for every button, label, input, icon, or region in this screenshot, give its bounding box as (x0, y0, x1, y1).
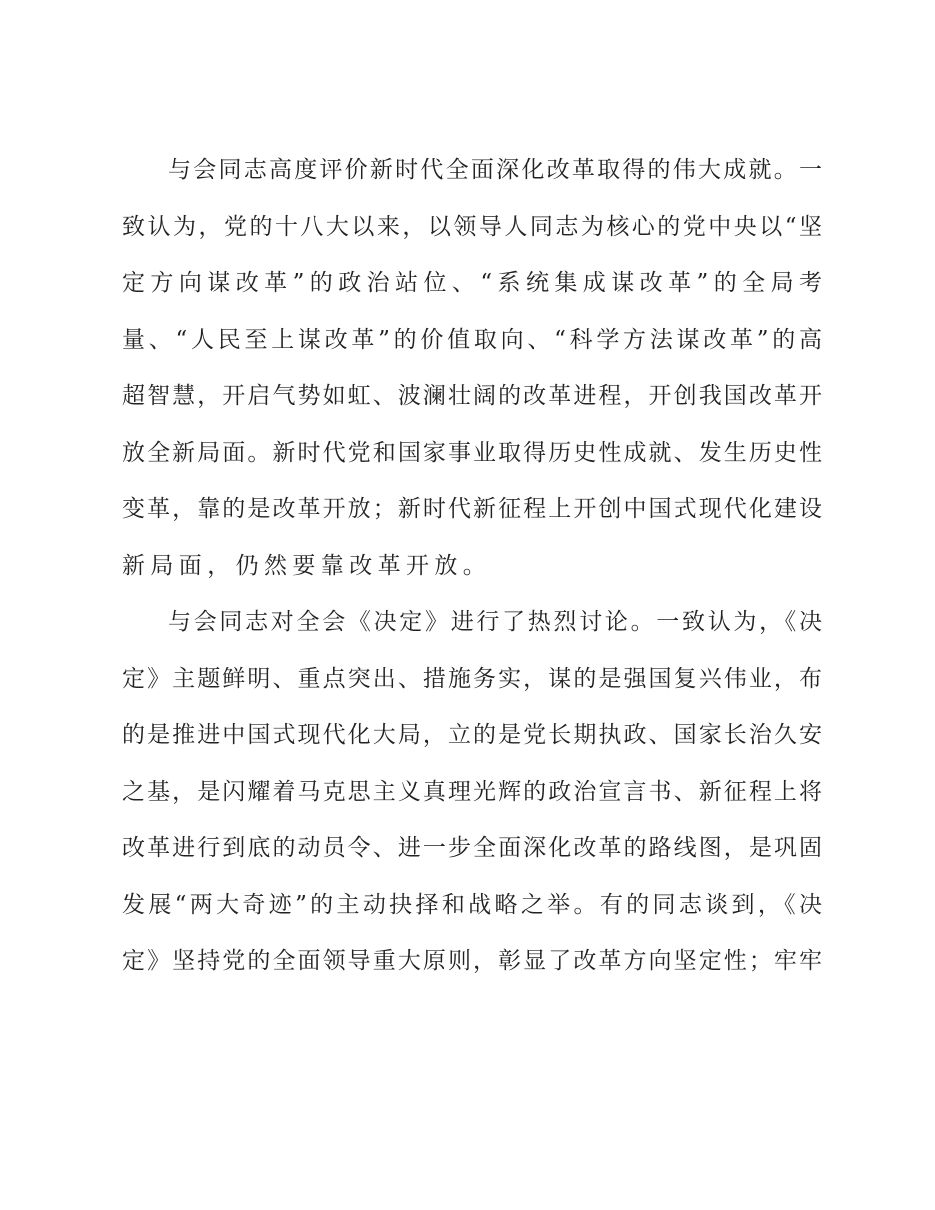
paragraph-line: 超智慧，开启气势如虹、波澜壮阔的改革进程，开创我国改革开 (122, 383, 822, 409)
paragraph-line: 与会同志高度评价新时代全面深化改革取得的伟大成就。一 (168, 157, 822, 183)
paragraph-line: 新局面，仍然要靠改革开放。 (122, 552, 492, 579)
paragraph-line: 放全新局面。新时代党和国家事业取得历史性成就、发生历史性 (122, 439, 822, 466)
paragraph-line: 定》坚持党的全面领导重大原则，彰显了改革方向坚定性；牢牢 (122, 948, 822, 974)
paragraph-line: 的是推进中国式现代化大局，立的是党长期执政、国家长治久安 (122, 722, 822, 748)
paragraph-2 (122, 602, 822, 998)
paragraph-line: 之基，是闪耀着马克思主义真理光辉的政治宣言书、新征程上将 (122, 778, 822, 805)
paragraph-line: 定》主题鲜明、重点突出、措施务实，谋的是强国复兴伟业，布 (122, 665, 822, 692)
paragraph-line: 量、“人民至上谋改革”的价值取向、“科学方法谋改革”的高 (122, 326, 822, 353)
paragraph-line: 致认为，党的十八大以来，以领导人同志为核心的党中央以“坚 (122, 213, 822, 240)
paragraph-line: 定方向谋改革”的政治站位、“系统集成谋改革”的全局考 (122, 270, 822, 296)
paragraph-line: 发展“两大奇迹”的主动抉择和战略之举。有的同志谈到，《决 (122, 891, 822, 918)
paragraph-line: 与会同志对全会《决定》进行了热烈讨论。一致认为，《决 (168, 609, 822, 635)
paragraph-line: 变革，靠的是改革开放；新时代新征程上开创中国式现代化建设 (122, 496, 822, 522)
paragraph-line: 改革进行到底的动员令、进一步全面深化改革的路线图，是巩固 (122, 835, 822, 861)
paragraph-1 (122, 150, 822, 602)
